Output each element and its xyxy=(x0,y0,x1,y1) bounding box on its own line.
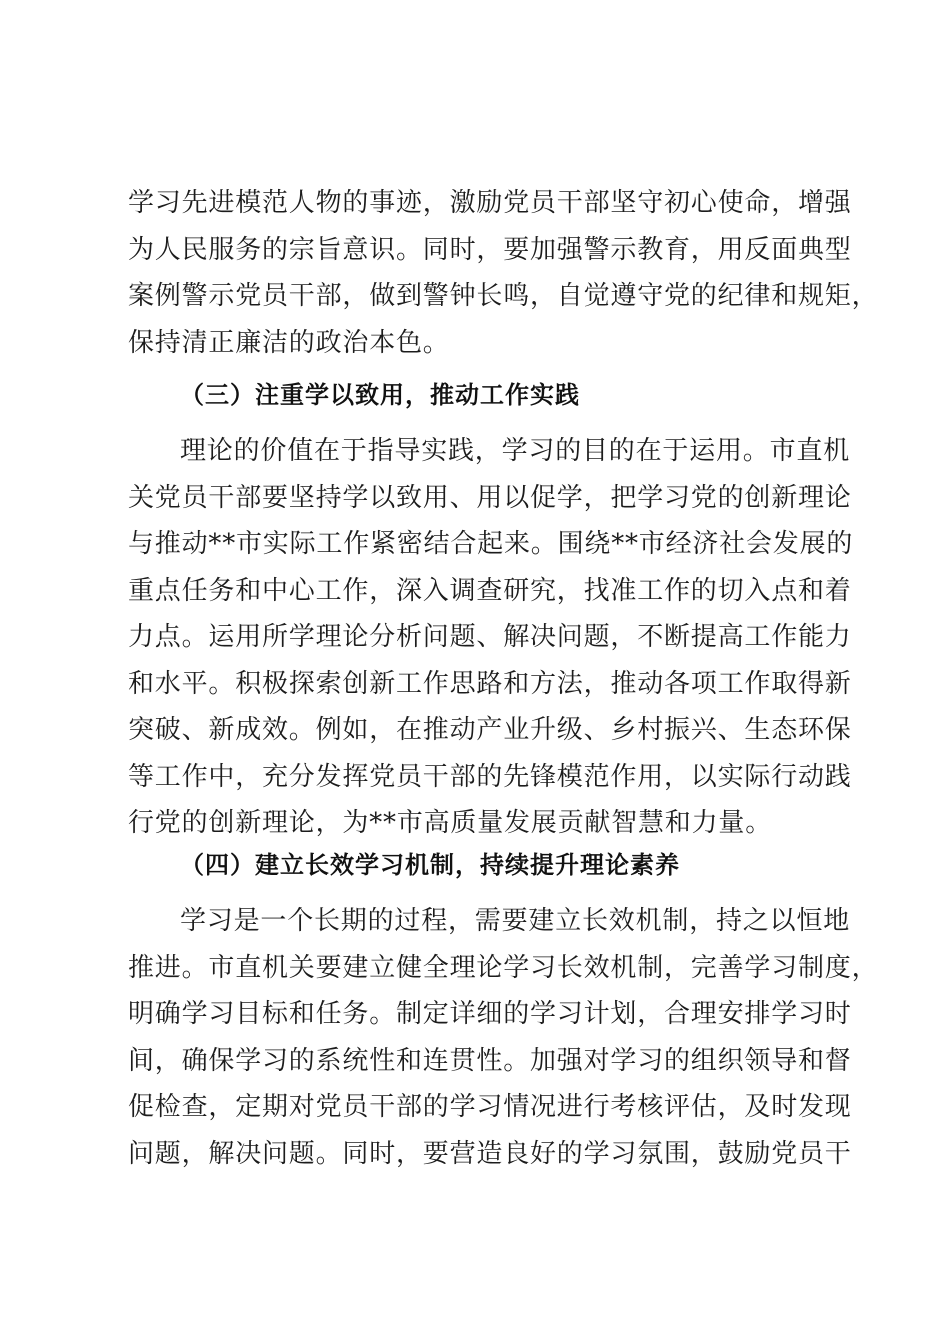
section-3-line: 关党员干部要坚持学以致用、用以促学，把学习党的创新理论 xyxy=(128,482,852,513)
paragraph-1-line: 案例警示党员干部，做到警钟长鸣，自觉遵守党的纪律和规矩， xyxy=(128,281,879,311)
section-3-heading: （三）注重学以致用，推动工作实践 xyxy=(180,381,580,409)
section-4-line: 间，确保学习的系统性和连贯性。加强对学习的组织领导和督 xyxy=(128,1045,852,1076)
section-3-line: 和水平。积极探索创新工作思路和方法，推动各项工作取得新 xyxy=(128,668,852,699)
section-3-paragraph xyxy=(128,428,854,847)
section-4-line: 促检查，定期对党员干部的学习情况进行考核评估，及时发现 xyxy=(128,1092,852,1122)
section-3-line: 突破、新成效。例如，在推动产业升级、乡村振兴、生态环保 xyxy=(128,715,852,745)
section-3-line: 等工作中，充分发挥党员干部的先锋模范作用，以实际行动践 xyxy=(128,761,852,792)
paragraph-1-line: 学习先进模范人物的事迹，激励党员干部坚守初心使命，增强 xyxy=(128,188,852,218)
section-3-line: 重点任务和中心工作，深入调查研究，找准工作的切入点和着 xyxy=(128,575,852,606)
section-3-line: 力点。运用所学理论分析问题、解决问题，不断提高工作能力 xyxy=(128,622,852,652)
section-4-line: 问题，解决问题。同时，要营造良好的学习氛围，鼓励党员干 xyxy=(128,1138,852,1169)
paragraph-1 xyxy=(128,180,879,366)
section-4-heading: （四）建立长效学习机制，持续提升理论素养 xyxy=(180,851,680,879)
paragraph-1-line: 保持清正廉洁的政治本色。 xyxy=(128,327,450,358)
section-3-line: 行党的创新理论，为**市高质量发展贡献智慧和力量。 xyxy=(128,808,773,838)
section-3-line: 理论的价值在于指导实践，学习的目的在于运用。市直机 xyxy=(180,436,851,466)
paragraph-1-line: 为人民服务的宗旨意识。同时，要加强警示教育，用反面典型 xyxy=(128,234,852,265)
section-4-paragraph xyxy=(128,898,879,1177)
section-4-line: 明确学习目标和任务。制定详细的学习计划，合理安排学习时 xyxy=(128,999,852,1029)
section-4-line: 学习是一个长期的过程，需要建立长效机制，持之以恒地 xyxy=(180,906,851,936)
section-3-line: 与推动**市实际工作紧密结合起来。围绕**市经济社会发展的 xyxy=(128,529,854,559)
section-4-line: 推进。市直机关要建立健全理论学习长效机制，完善学习制度， xyxy=(128,952,879,983)
